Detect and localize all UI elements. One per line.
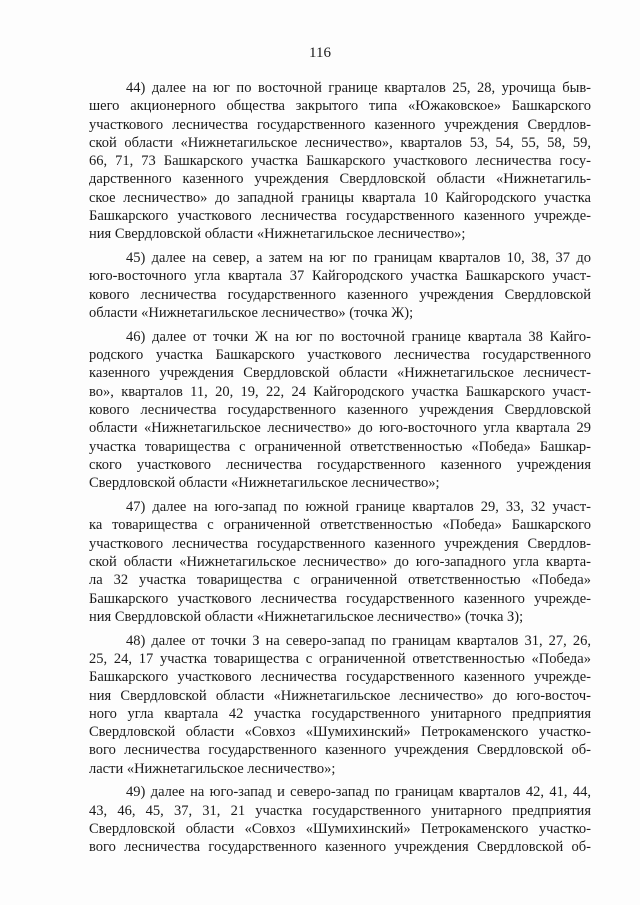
text-line: области «Нижнетагильское лесничество» (точка Ж); [89,305,414,322]
text-line: 45) далее на север, а затем на юг по границам кварталов 10, 38, 37 до [126,250,591,267]
text-line: юго-восточного угла квартала 37 Кайгородского участка Башкарского участ- [89,268,591,285]
text-line: области «Нижнетагильское лесничество» до юго-восточного угла квартала 29 [89,420,591,437]
text-line: 46) далее от точки Ж на юг по восточной границе квартала 38 Кайго- [126,328,591,345]
text-line: 49) далее на юго-запад и северо-запад по границам кварталов 42, 41, 44, [126,784,591,801]
text-line: ского участкового лесничества государственного казенного учреждения [89,456,591,473]
paragraph-p49 [89,783,591,856]
text-line: участка товарищества с ограниченной ответственностью «Победа» Башкар- [89,438,591,455]
text-line: Свердловской области «Совхоз «Шумихинский» Петрокаменского участко- [89,821,591,838]
text-line: кового лесничества государственного казенного учреждения Свердловской [89,286,591,303]
text-line: Башкарского участкового лесничества государственного казенного учрежде- [89,669,591,686]
text-line: вого лесничества государственного казенного учреждения Свердловской об- [89,742,591,759]
paragraph-p48 [89,632,591,778]
paragraph-p44 [89,79,591,244]
text-line: 43, 46, 45, 37, 31, 21 участка государственного унитарного предприятия [89,802,591,819]
paragraph-p45 [89,249,591,322]
text-line: 25, 24, 17 участка товарищества с ограниченной ответственностью «Победа» [89,650,591,667]
text-line: ния Свердловской области «Нижнетагильское лесничество» до юго-восточ- [89,687,591,704]
text-line: Башкарского участкового лесничества государственного казенного учрежде- [89,208,591,225]
text-line: родского участка Башкарского участкового лесничества государственного [89,347,591,364]
text-line: во», кварталов 11, 20, 19, 22, 24 Кайгородского участка Башкарского участ- [89,383,591,400]
page-number: 116 [309,45,331,61]
text-line: Башкарского участкового лесничества государственного казенного учрежде- [89,590,591,607]
document-body [89,79,591,857]
text-line: ния Свердловской области «Нижнетагильское лесничество» (точка З); [89,608,524,625]
text-line: шего акционерного общества закрытого типа «Южаковское» Башкарского [89,98,591,115]
text-line: ской области «Нижнетагильское лесничество», кварталов 53, 54, 55, 58, 59, [89,134,591,151]
text-line: 47) далее на юго-запад по южной границе кварталов 29, 33, 32 участ- [126,499,591,516]
text-line: ния Свердловской области «Нижнетагильское лесничество»; [89,226,466,243]
text-line: ласти «Нижнетагильское лесничество»; [89,760,336,777]
text-line: ской области «Нижнетагильское лесничество» до юго-западного угла кварта- [89,553,591,570]
text-line: 66, 71, 73 Башкарского участка Башкарского участкового лесничества госу- [89,153,591,170]
text-line: участкового лесничества государственного казенного учреждения Свердлов- [89,535,591,552]
text-line: Свердловской области «Нижнетагильское лесничество»; [89,475,440,492]
text-line: 48) далее от точки З на северо-запад по границам кварталов 31, 27, 26, [126,632,591,649]
text-line: ного угла квартала 42 участка государственного унитарного предприятия [89,705,591,722]
text-line: ла 32 участка товарищества с ограниченной ответственностью «Победа» [89,572,591,589]
paragraph-p46 [89,328,591,493]
text-line: вого лесничества государственного казенного учреждения Свердловской об- [89,839,591,856]
paragraph-p47 [89,498,591,626]
text-line: Свердловской области «Совхоз «Шумихинский» Петрокаменского участко- [89,724,591,741]
text-line: 44) далее на юг по восточной границе кварталов 25, 28, урочища быв- [126,80,591,96]
text-line: участкового лесничества государственного казенного учреждения Свердлов- [89,116,591,133]
text-line: ское лесничество» до западной границы квартала 10 Кайгородского участка [89,189,591,206]
text-line: кового лесничества государственного казенного учреждения Свердловской [89,402,591,419]
text-line: казенного учреждения Свердловской области «Нижнетагильское лесничест- [89,365,591,382]
text-line: дарственного казенного учреждения Свердловской области «Нижнетагиль- [89,171,591,188]
text-line: ка товарищества с ограниченной ответственностью «Победа» Башкарского [89,517,591,534]
